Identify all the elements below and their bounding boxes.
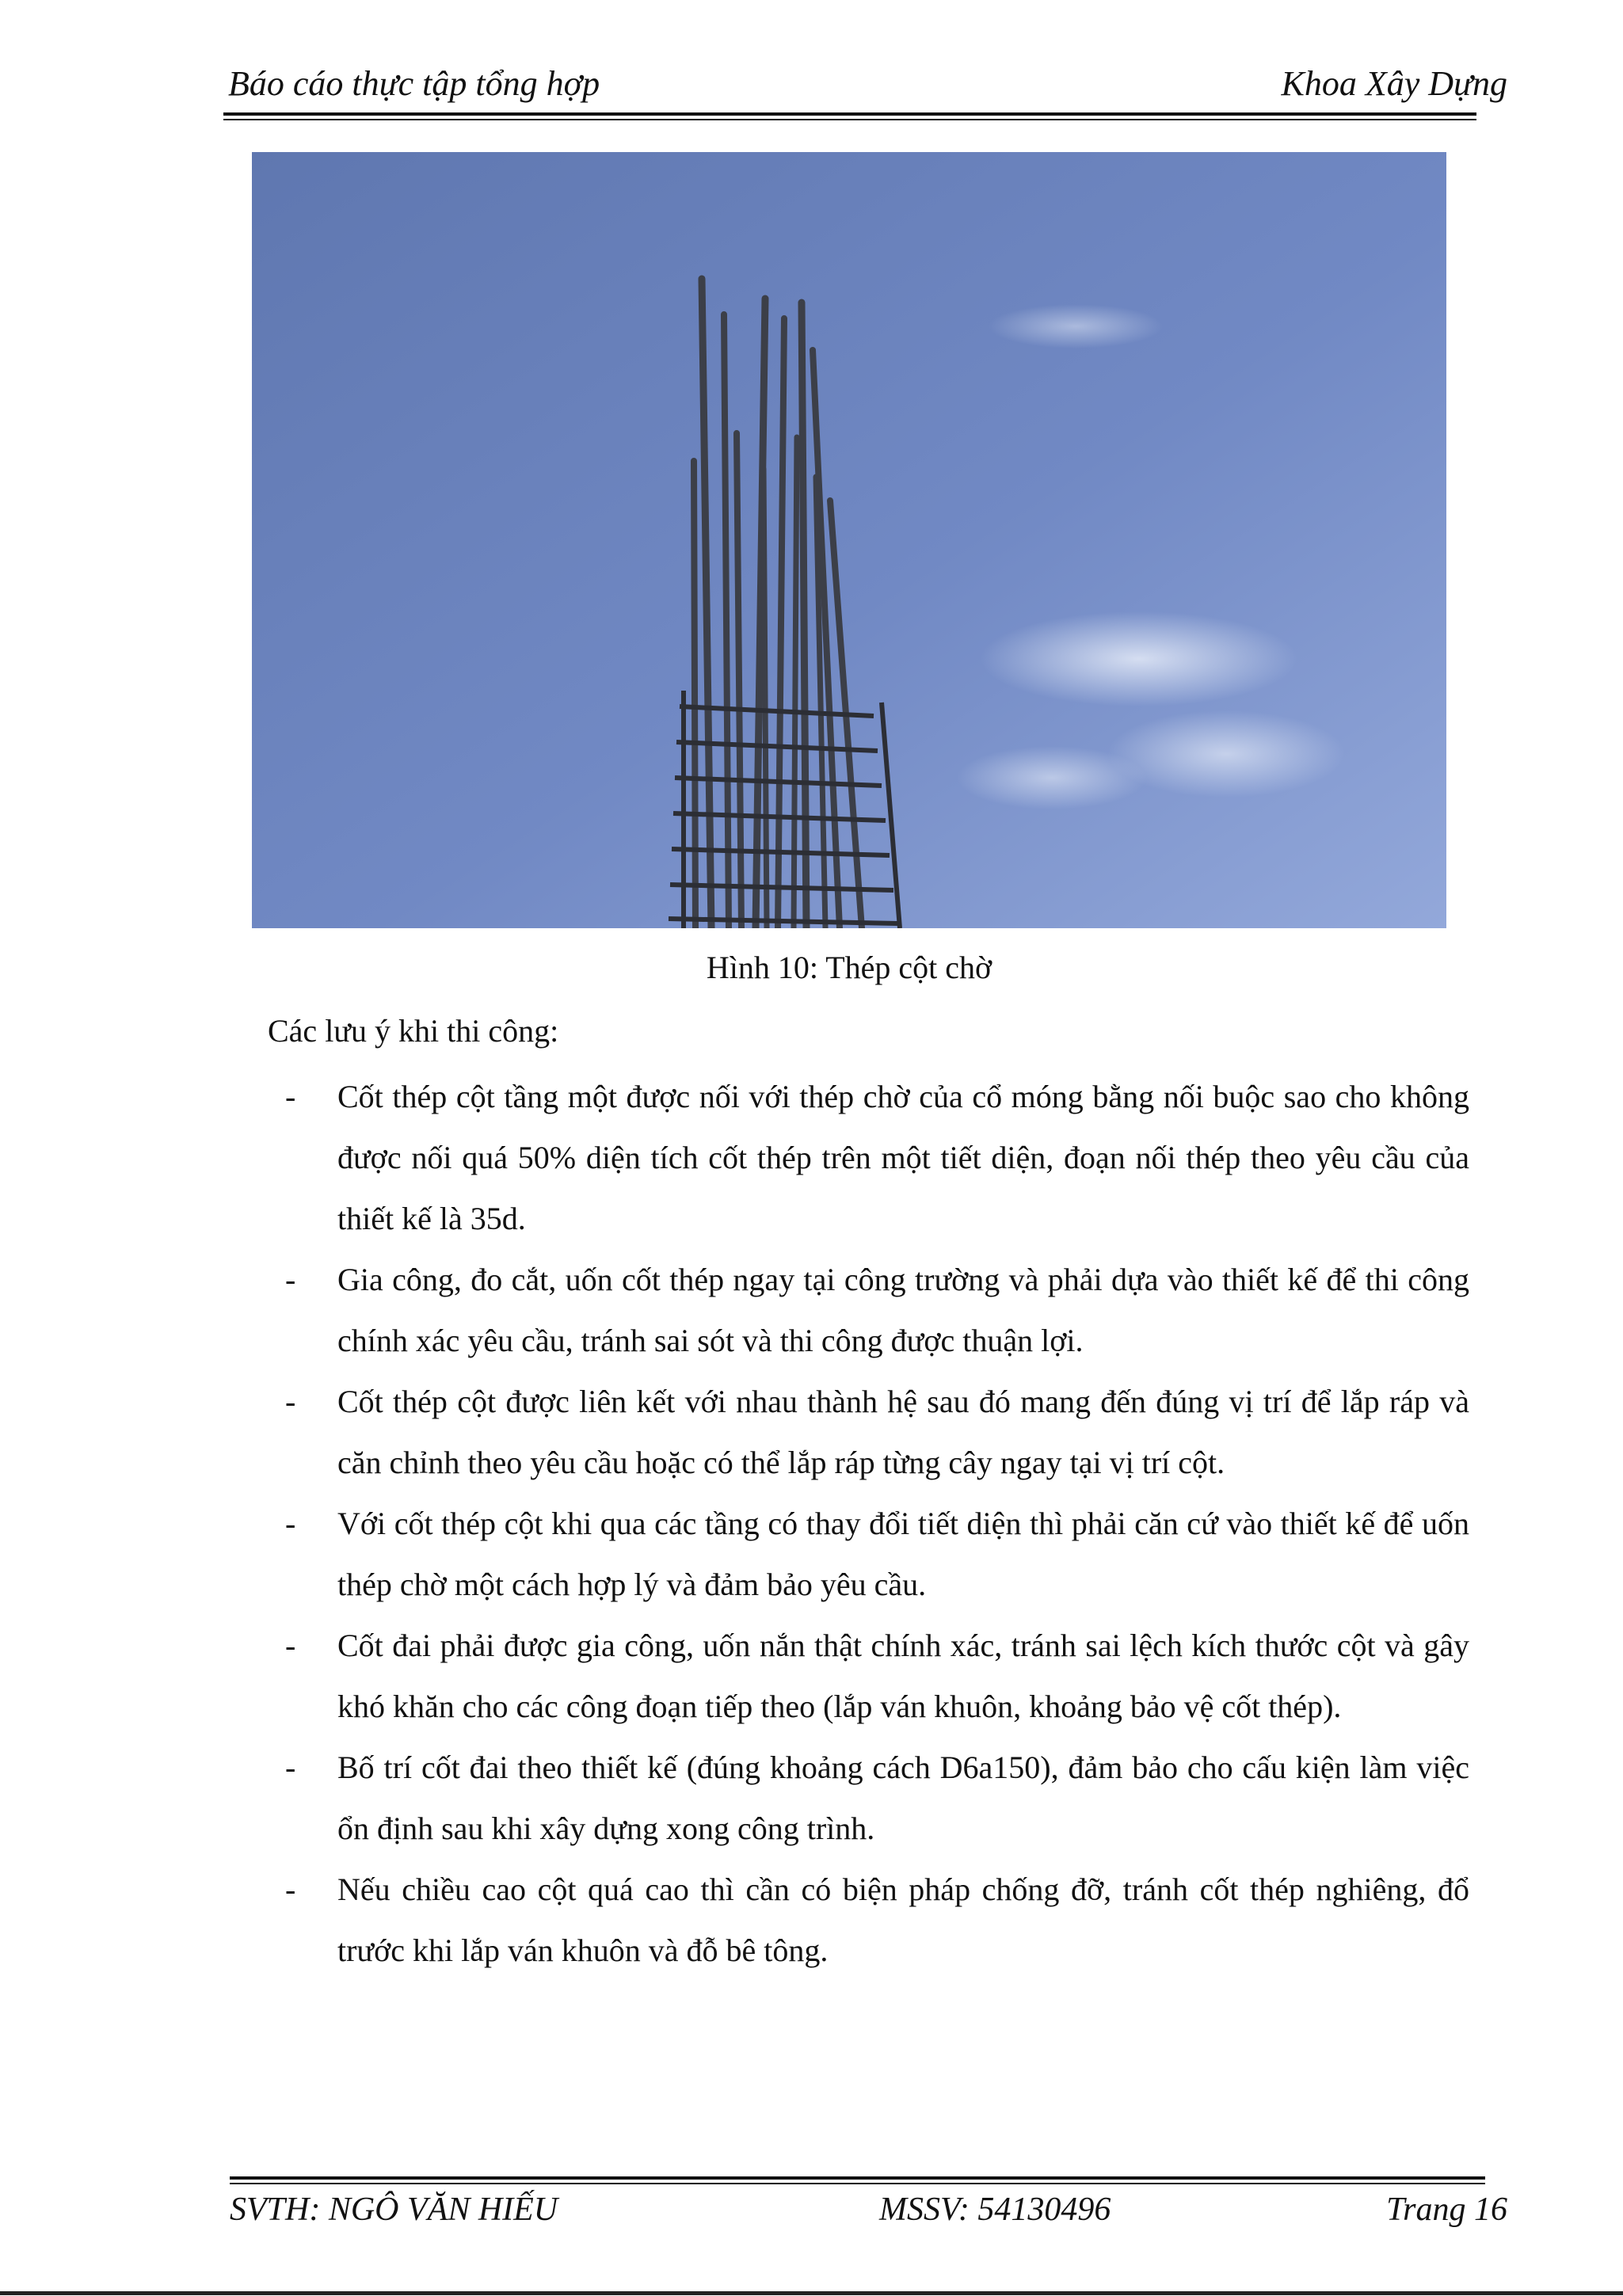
- list-item: [285, 1737, 1469, 1859]
- header-report-title: Báo cáo thực tập tổng hợp: [228, 64, 600, 103]
- list-item: [285, 1249, 1469, 1371]
- construction-notes-list: [285, 1066, 1469, 1981]
- header-rule: [223, 112, 1476, 116]
- list-item-text: Cốt thép cột được liên kết với nhau thành hệ sau đó mang đến đúng vị trí để lắp ráp và căn chỉnh theo yêu cầu hoặc có thể lắp ráp từng cây ngay tại vị trí cột.: [337, 1384, 1469, 1480]
- list-item: [285, 1493, 1469, 1615]
- figure-caption: Hình 10: Thép cột chờ: [706, 950, 992, 985]
- footer-student-name: SVTH: NGÔ VĂN HIẾU: [230, 2191, 558, 2228]
- bullet-dash: -: [285, 1384, 296, 1419]
- footer-rule: [230, 2176, 1485, 2180]
- page-footer: [230, 2191, 1507, 2238]
- bullet-dash: -: [285, 1262, 296, 1297]
- bullet-dash: -: [285, 1079, 296, 1114]
- footer-page-number: Trang 16: [1386, 2191, 1507, 2228]
- figure-rebar-photo: [252, 152, 1446, 928]
- bullet-dash: -: [285, 1750, 296, 1785]
- header-faculty: Khoa Xây Dựng: [1281, 64, 1507, 103]
- list-item-text: Cốt thép cột tầng một được nối với thép chờ của cổ móng bằng nối buộc sao cho không được nối quá 50% diện tích cốt thép trên một tiết diện, đoạn nối thép theo yêu cầu của thiết kế là 35d.: [337, 1079, 1469, 1236]
- list-item-text: Bố trí cốt đai theo thiết kế (đúng khoảng cách D6a150), đảm bảo cho cấu kiện làm việc ổn định sau khi xây dựng xong công trình.: [337, 1750, 1469, 1846]
- bullet-dash: -: [285, 1871, 296, 1907]
- list-item-text: Nếu chiều cao cột quá cao thì cần có biện pháp chống đỡ, tránh cốt thép nghiêng, đổ trước khi lắp ván khuôn và đỗ bê tông.: [337, 1871, 1469, 1968]
- footer-rule-thin: [230, 2183, 1485, 2184]
- rebar-photo-illustration: [252, 152, 1446, 928]
- header-rule-thin: [223, 119, 1476, 120]
- list-item-text: Gia công, đo cắt, uốn cốt thép ngay tại công trường và phải dựa vào thiết kế để thi công chính xác yêu cầu, tránh sai sót và thi công được thuận lợi.: [337, 1262, 1469, 1358]
- notes-intro: Các lưu ý khi thi công:: [268, 1013, 559, 1049]
- list-item-text: Cốt đai phải được gia công, uốn nắn thật chính xác, tránh sai lệch kích thước cột và gây khó khăn cho các công đoạn tiếp theo (lắp ván khuôn, khoảng bảo vệ cốt thép).: [337, 1628, 1469, 1724]
- list-item: [285, 1371, 1469, 1493]
- list-item: [285, 1615, 1469, 1737]
- bullet-dash: -: [285, 1506, 296, 1541]
- bullet-dash: -: [285, 1628, 296, 1663]
- list-item: [285, 1066, 1469, 1249]
- list-item: [285, 1859, 1469, 1981]
- list-item-text: Với cốt thép cột khi qua các tầng có thay đổi tiết diện thì phải căn cứ vào thiết kế để uốn thép chờ một cách hợp lý và đảm bảo yêu cầu.: [337, 1506, 1469, 1602]
- page-bottom-edge: [0, 2291, 1623, 2295]
- footer-student-id: MSSV: 54130496: [879, 2191, 1111, 2228]
